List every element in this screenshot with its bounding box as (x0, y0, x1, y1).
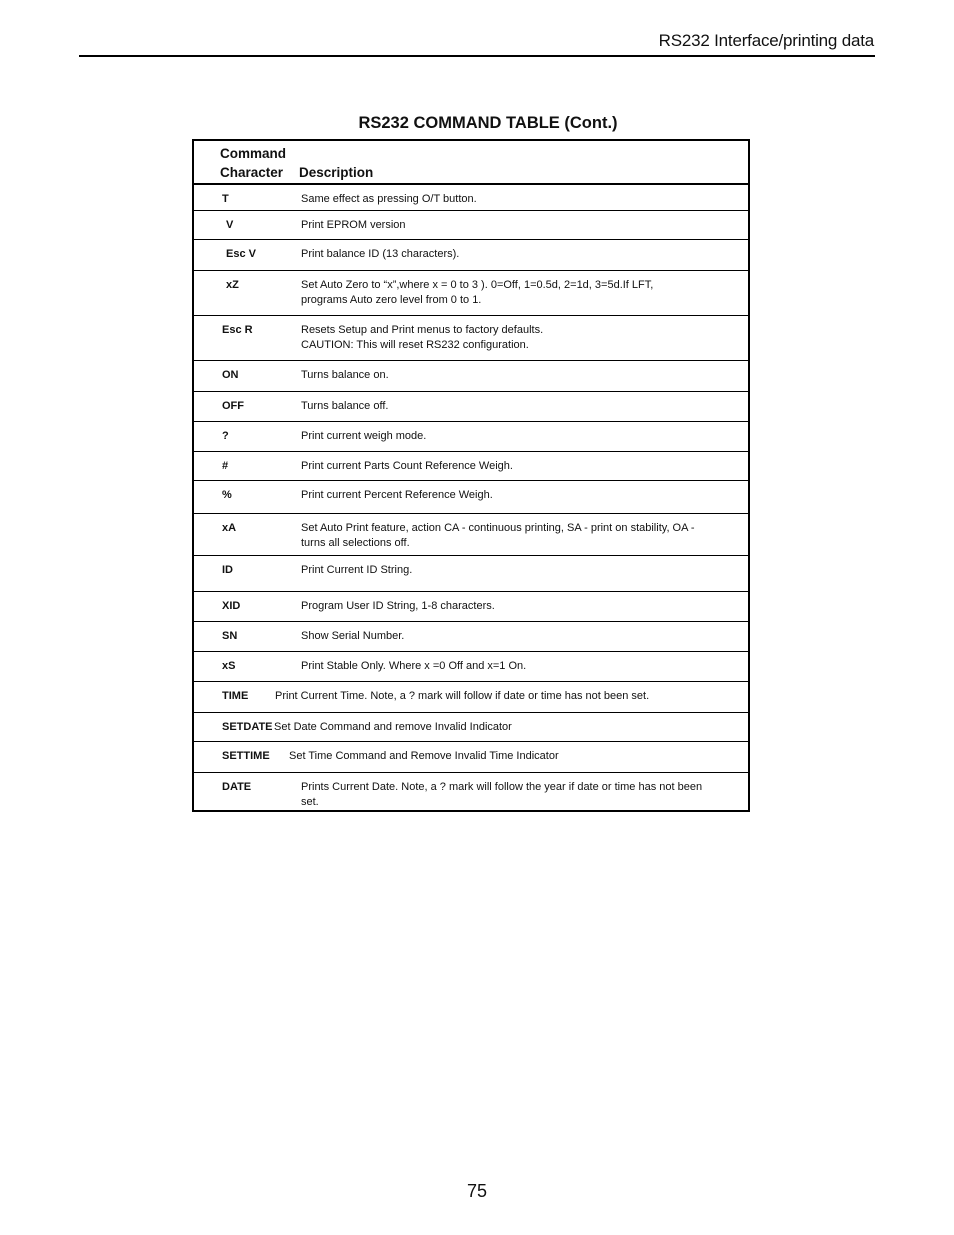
description-cell: Print balance ID (13 characters). (301, 248, 460, 260)
command-cell: # (222, 460, 229, 472)
command-cell: Esc R (222, 324, 253, 336)
command-cell: xS (222, 660, 236, 672)
command-cell: SETTIME (222, 750, 270, 762)
description-line1: Prints Current Date. Note, a ? mark will follow the year if date or time has not been (301, 781, 703, 793)
table-row (194, 361, 748, 392)
running-header: RS232 Interface/printing data (658, 31, 874, 50)
table-row (194, 742, 748, 773)
command-table (192, 139, 750, 812)
command-cell: T (222, 193, 229, 205)
table-row (194, 713, 748, 742)
table-row (194, 392, 748, 422)
description-cell: Print Current Time. Note, a ? mark will follow if date or time has not been set. (275, 690, 650, 702)
table-row (194, 682, 748, 713)
command-cell: ? (222, 430, 229, 442)
table-row (194, 211, 748, 240)
command-column-header (220, 144, 286, 182)
table-row (194, 622, 748, 652)
description-cell: Print current weigh mode. (301, 430, 427, 442)
description-line2: CAUTION: This will reset RS232 configuration. (301, 339, 529, 351)
description-line2: set. (301, 796, 319, 808)
table-row (194, 592, 748, 622)
description-line1: Set Auto Zero to “x”,where x = 0 to 3 ). 0=Off, 1=0.5d, 2=1d, 3=5d.If LFT, (301, 279, 654, 291)
description-cell: Print Stable Only. Where x =0 Off and x=1 On. (301, 660, 527, 672)
table-row (194, 422, 748, 452)
description-cell: Print current Parts Count Reference Weigh. (301, 460, 513, 472)
description-cell: Same effect as pressing O/T button. (301, 193, 477, 205)
command-cell: ID (222, 564, 233, 576)
command-cell: % (222, 489, 232, 501)
description-cell (301, 278, 718, 308)
command-header-line1: Command (220, 146, 287, 161)
table-row (194, 652, 748, 682)
command-cell: DATE (222, 781, 252, 793)
table-header (194, 141, 748, 185)
command-cell: SETDATE (222, 721, 273, 733)
description-line1: Set Auto Print feature, action CA - continuous printing, SA - print on stability, OA - (301, 522, 695, 534)
description-cell: Print Current ID String. (301, 564, 413, 576)
table-title: RS232 COMMAND TABLE (Cont.) (358, 114, 618, 132)
command-cell: V (226, 219, 234, 231)
table-row (194, 240, 748, 271)
command-cell: XID (222, 600, 241, 612)
description-line2: turns all selections off. (301, 537, 410, 549)
description-cell: Program User ID String, 1-8 characters. (301, 600, 495, 612)
table-row (194, 316, 748, 361)
table-row (194, 481, 748, 514)
description-cell: Turns balance on. (301, 369, 389, 381)
command-cell: OFF (222, 400, 244, 412)
description-cell (301, 323, 718, 353)
table-row (194, 271, 748, 316)
description-line2: programs Auto zero level from 0 to 1. (301, 294, 482, 306)
command-cell: ON (222, 369, 239, 381)
command-cell: xZ (226, 279, 239, 291)
description-cell: Set Date Command and remove Invalid Indicator (274, 721, 512, 733)
command-cell: TIME (222, 690, 249, 702)
description-cell: Print current Percent Reference Weigh. (301, 489, 493, 501)
command-cell: Esc V (226, 248, 256, 260)
page-number: 75 (466, 1181, 488, 1201)
table-row (194, 556, 748, 592)
description-cell: Print EPROM version (301, 219, 406, 231)
table-row (194, 185, 748, 211)
command-header-line2: Character (220, 165, 284, 180)
description-column-header: Description (299, 165, 374, 180)
description-cell (301, 521, 718, 551)
description-cell (301, 780, 718, 810)
command-cell: SN (222, 630, 238, 642)
command-cell: xA (222, 522, 237, 534)
table-row (194, 514, 748, 556)
header-rule (79, 55, 875, 57)
description-line1: Resets Setup and Print menus to factory defaults. (301, 324, 544, 336)
table-row (194, 452, 748, 481)
description-cell: Set Time Command and Remove Invalid Time Indicator (289, 750, 559, 762)
table-row (194, 773, 748, 810)
description-cell: Turns balance off. (301, 400, 389, 412)
description-cell: Show Serial Number. (301, 630, 405, 642)
